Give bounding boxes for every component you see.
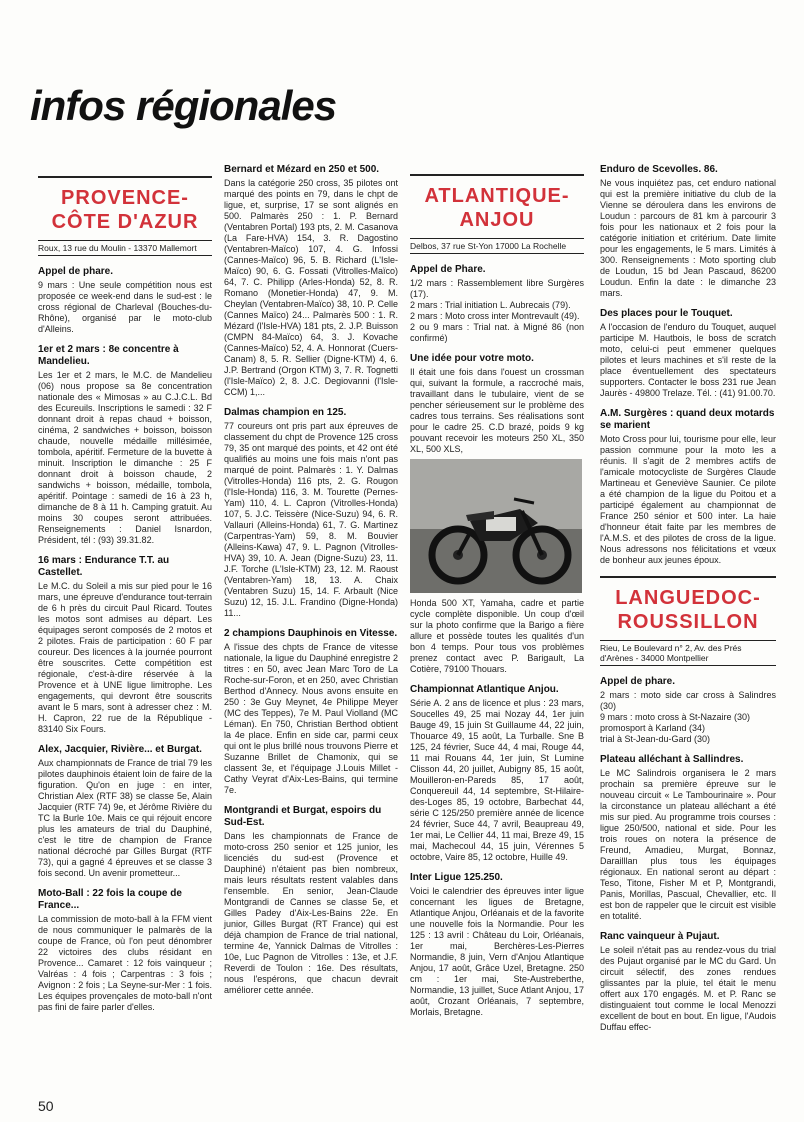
article-body: Voici le calendrier des épreuves inter ligue concernant les ligues de Bretagne, Atlantique Anjou, Orléanais et de la favorite une nouvelle fois la Normandie. Pour les 125 : 13 avril : Château du Loir, Orléanais, 1er mai, Berchères-Les-Pierres Normandie, 8 juin, Vern d'Anjou Atlantique Anjou, 17 août, Grâce Uzel, Bretagne. 250 cm : 1er mai, Ste-Austreberthe, Normandie, 13 juillet, Suce Atlant Anjou, 17 août, Crozant Orléanais, 7 septembre, Morlais, Bretagne.	[410, 886, 584, 1017]
region-title: PROVENCE- CÔTE D'AZUR	[51, 187, 199, 233]
article-title: Championnat Atlantique Anjou.	[410, 684, 559, 695]
column-west-languedoc	[600, 164, 776, 1033]
article-body: 1/2 mars : Rassemblement libre Surgères (17). 2 mars : Trial initiation L. Aubrecais (79). 2 mars : Moto cross inter Montrevault (49). 2 ou 9 mars : Trial nat. à Migné 86 (non confirmé)	[410, 278, 584, 343]
article-body: Il était une fois dans l'ouest un crossman qui, suivant la formule, a raccroché mais, travaillant dans le tubulaire, vient de se pencher sérieusement sur le problème des cadres tous terrains. Ses réalisations sont pour le cadre 25. C.D brazé, poids 9 kg pouvant recevoir les moteurs 250 XL, 350 XL, 500 XLS,	[410, 367, 584, 454]
article-title: 2 champions Dauphinois en Vitesse.	[224, 628, 398, 639]
masthead-title: infos régionales	[30, 82, 337, 129]
column-atlantique	[410, 174, 584, 1018]
article-body: 2 mars : moto side car cross à Salindres (30) 9 mars : moto cross à St-Nazaire (30) promosport à Karland (34) trial à St-Jean-du-Gard (30)	[600, 690, 776, 744]
article-title: Bernard et Mézard en 250 et 500.	[224, 164, 380, 175]
article-title: Montgrandi et Burgat, espoirs du Sud-Est.	[224, 805, 382, 828]
article-title: Une idée pour votre moto.	[410, 353, 534, 364]
article-body: Dans les championnats de France de moto-cross 250 senior et 125 junior, les licenciés du sud-est (Provence et Dauphiné) n'étaient pas bien nombreux, mais leurs résultats restent valables dans l'ensemble. En senior, Jean-Claude Montgrandi de Cannes se classe 5e, et Gilles Padey d'Aix-Les-Bains 22e. En junior, Gilles Burgat (RT France) qui est déjà champion de France de trial national, termine 4e, Yannick Dalmas de Vitrolles : 10e, Luc Pagnon de Vitrolles : 13e, et J.F. Reverdi de Toulon : 16e. Des résultats, nous l'espérons, que chacun devrait améliorer cette année.	[224, 831, 398, 995]
region-rule	[600, 576, 776, 580]
article-title: Des places pour le Touquet.	[600, 308, 733, 319]
article-body: Le M.C. du Soleil a mis sur pied pour le 16 mars, une épreuve d'endurance tout-terrain de 6 h près du circuit Paul Ricard. Toutes les motos sont admises au départ. Les équipages seront composés de 2 motos et 2 pilotes. Frais de participation : 60 F par coureur. Des licences à la journée pourront être souscrites. Cette compétition est régionale, c'est-à-dire réservée à la Provence et à UNE ligue limitrophe. Les engagements, qui devront être souscrits avant le 5 mars, sont à adresser chez : M. H. Capron, 22 rue de la République - 83140 Six Fours.	[38, 581, 212, 734]
article-title: Inter Ligue 125.250.	[410, 872, 503, 883]
article-body: Le soleil n'était pas au rendez-vous du trial des Pujaut organisé par le MC du Gard. Un circuit sélectif, des zones rendues glissantes par la pluie, tel était le menu offert aux 170 engagés. M. et P. Ranc se distinguaient tout comme le local Menozzi excellent de bout en bout. En ligue, l'Audois Duffau effec-	[600, 945, 776, 1032]
article-body: Série A. 2 ans de licence et plus : 23 mars, Soucelles 49, 25 mai Nozay 44, 1er juin Bauge 49, 15 juin St Guillaume 44, 22 juin, Thouarce 49, 15 août, La Turballe. Sne B 125, 24 février, Suce 44, 4 mai, Rouge 44, 11 mai Rouans 44, 1er juin, St Lumine Clisson 44, 20 juillet, Aubigny 85, 15 août, Mouilleron-en-Pareds 85, 17 août, Conquereuil 44, 14 septembre, St-Hilaire-des-Loges 85, 19 octobre, Barbechat 44, série C 125/250 première année de licence 24 février, Suce 44, 7 avril, Beaupreau 49, 1er mai, Le Cellier 44, 11 mai, Breze 49, 15 mai, Machecoul 44, 15 juin, Vérennes 5 octobre, Vaire 85, 12 octobre, Huille 49.	[410, 698, 584, 862]
article-title: Alex, Jacquier, Rivière... et Burgat.	[38, 744, 202, 755]
region-address: Roux, 13 rue du Moulin - 13370 Mallemort	[38, 240, 212, 256]
article-title: A.M. Surgères : quand deux motards se marient	[600, 408, 775, 431]
article-body: Le MC Salindrois organisera le 2 mars prochain sa première épreuve sur le nouveau circuit « Le Tambourinaire ». Pour la circonstance un plateau alléchant a été mis sur pied. Au programme trois courses : ligue 250/500, national et side. Pour les trois roues on notera la présence de Freund, Amadieu, Murgat, Bonnaz, Darailllan plus tous les équipages régionaux. En national seront au départ : Teso, Titone, Fisher M et P, Montgrandi, Panis, Morillas, Pascual, Chevallier, etc. Il est bon de rappeler que le circuit est visible en totalité.	[600, 768, 776, 921]
region-rule	[410, 174, 584, 178]
article-body: 9 mars : Une seule compétition nous est proposée ce week-end dans le sud-est : le cross régional de Charleval (Bouches-du-Rhône), organisé par le moto-club d'Alleins.	[38, 280, 212, 334]
article-title: 16 mars : Endurance T.T. au Castellet.	[38, 555, 170, 578]
column-results	[224, 164, 398, 996]
article-body: Moto Cross pour lui, tourisme pour elle, leur passion commune pour la moto les a réunis. Il s'agit de 2 membres actifs de l'amicale motocycliste de Surgères Claude Martineau et Geneviève Saunier. Ce pilote a été champion de la ligue du Poitou et a participé également au championnat de France 250 sénior et 500 inter. La haie d'honneur était faite par les membres de l'A.M.S. et des pilotes de cross de la ligue. Nous adressons nos félicitations et vœux de bonheur aux jeunes époux.	[600, 434, 776, 565]
article-title: Appel de Phare.	[410, 264, 486, 275]
article-body: Honda 500 XT, Yamaha, cadre et partie cycle complète disponible. Un coup d'œil sur la photo confirme que la Barigo a fière allure et possède toutes les qualités d'un bon 4 temps. Pour tous vos problèmes prenez contact avec P. Barigault, La Cotière, 79100 Thouars.	[410, 598, 584, 674]
article-title: Enduro de Scevolles. 86.	[600, 164, 718, 175]
article-body: Dans la catégorie 250 cross, 35 pilotes ont marqué des points en 79, dans le chpt de ligue, et, surprise, 17 se sont alignés en 500. Palmarès 250 : 1. P. Bernard (Ventabren Portal) 193 pts, 2. M. Casanova (La Fare-HVA) 154, 3. R. Dagostino (Ventabren-Maïco) 107, 4. G. Infossi (Cannes-Maïco) 96, 5. B. Richard (L'Isle-Maïco) 90, 6. G. Fossati (Vitrolles-Maïco) 64, 7. C. Philipp (Arles-Honda) 52, 8. R. Romano (Monetier-Honda) 47, 9. M. Cheylan (Ventabren-Maïco) 38, 10. P. Celle (Cannes Maïco) 24... Palmarès 500 : 1. R. Mézard (l'Isle-HVA) 181 pts, 2. J.P. Buisson (CMPN 84-Maïco) 64, 3. J. Kovache (Cannes-Maïco) 52, 4. A. Honnorat (Cuers-Canam) 8, 5. R. Sellier (Digne-KTM) 4, 6. J.P. Bertrand (Orgon KTM) 3, 7. R. Tognetti (l'Isle-Maïco) 2, 8. J.C. Degiovanni (l'Isle-CCM) 1,...	[224, 178, 398, 397]
article-title: Appel de phare.	[600, 676, 676, 687]
page-number: 50	[38, 1098, 54, 1114]
article-body: 77 coureurs ont pris part aux épreuves de classement du chpt de Provence 125 cross 79, 35 ont marqué des points, et 42 ont été qualifiés au moins une fois mais n'ont pas marqué de point. Palmarès : 1. Y. Dalmas (Vitrolles-Honda) 116 pts, 2. G. Rougon (l'Isle-Honda) 116, 3. M. Tourette (Pernes-Yam) 110, 4. L. Capron (Vitrolles-Honda) 107, 5. J.C. Teissère (Nice-Suzu) 94, 6. R. Vallauri (Alleins-Honda) 61, 7. G. Martinez (Carpentras-Yam) 59, 8. M. Bouvier (Alleins-Kawa) 47, 9. L. Pagnon (Vitrolles-HVA) 39, 10. A. Jean (Digne-Suzu) 23, 11. J.F. Torche (L'Isle-KTM) 23, 12. M. Raoust (Ventabren-Yam) 18, 13. A. Chaix (Ventabren Suzu) 15, 14. F. Arbault (Nice Suzu) 12, 15. J.L. Frandino (Digne-Honda) 11...	[224, 421, 398, 618]
article-title: Ranc vainqueur à Pujaut.	[600, 931, 720, 942]
article-title: Dalmas champion en 125.	[224, 407, 347, 418]
region-title: ATLANTIQUE- ANJOU	[424, 185, 570, 231]
article-body: A l'issue des chpts de France de vitesse nationale, la ligue du Dauphiné enregistre 2 titres : en 50, avec Jean Marc Toro de La Roche-sur-Foron, et en 250, avec Christian Berthod d'Annecy. Nous avons ensuite en 250 : 3e Guy Meynet, 4e Philippe Meyer (MC des Teppes), 7e M. Paul Violland (MC Léman). En 750, Christian Berthod obtient la 4e place. Enfin en side car, parmi ceux qui ont le plus brillé nous trouvons Pierre et Suzanne Brillet de Chamonix, qui se classent 3e, et l'équipage J.Louis Millet - Cathy Veyrat d'Aix-Les-Bains, qui termine 7e.	[224, 642, 398, 795]
region-rule	[38, 176, 212, 180]
column-provence	[38, 176, 212, 1013]
article-title: 1er et 2 mars : 8e concentre à Mandelieu.	[38, 344, 179, 367]
article-title: Appel de phare.	[38, 266, 114, 277]
article-body: A l'occasion de l'enduro du Touquet, auquel participe M. Hautbois, le boss de scratch moto, celui-ci peut emmener quelques pilotes et leurs machines et s'il reste de la place éventuellement des spectateurs supporters. Contacter le boss 231 rue Jean Jaurès - 49800 Trelaze. Tél. : (41) 91.00.70.	[600, 322, 776, 398]
article-body: Ne vous inquiétez pas, cet enduro national qui est la première initiative du club de la Vienne se déroulera dans les environs de Loudun : parcours de 81 km à parcourir 3 fois pour les nationaux et 2 fois pour la catégorie initiation et critérium. Date limite pour les engagements, le 5 mars. Limités à 300. Renseignements : Moto sporting club de Loudun, 15 bd Jean Pascaud, 86200 Loudun. Enfin la date : le dimanche 23 mars.	[600, 178, 776, 298]
region-address: Rieu, Le Boulevard n° 2, Av. des Prés d'Arènes - 34000 Montpellier	[600, 640, 776, 666]
article-body: Aux championnats de France de trial 79 les pilotes dauphinois étaient loin de faire de la figuration. Qu'on en juge : en inter, Christian Alex (RTF 38) se classe 5e, Alain Jacquier (RTF 74) 9e, et Jérôme Rivière du TC la Burle 10e. Mais ce qui réjouit encore plus les amateurs de trial du Dauphiné, c'est le titre de champion de France national décroché par Gilles Burgat (RTF 73), qui a gagné 4 épreuves et se classe 3 fois second. Un avenir prometteur...	[38, 758, 212, 878]
article-title: Plateau alléchant à Sallindres.	[600, 754, 744, 765]
motorcycle-photo	[410, 459, 582, 593]
article-body: Les 1er et 2 mars, le M.C. de Mandelieu (06) nous propose sa 8e concentration nationale des « Mimosas » au C.J.C.L. Bd des Ecureuils. Inscriptions le samedi : 32 F donnant droit à repas chaud + boisson, cinéma, 2 sandwiches + boisson, boisson chaude, nouvelle médaille millésimée, tombola, apéritif. Fermeture de la buvette à minuit. Inscription le dimanche : 25 F donnant droit à boisson chaude, 2 sandwichs + boisson, médaille, tombola, apéritif. Pointage : samedi de 16 à 23 h, dimanche de 8 à 11 h. Camping gratuit. Au moins 30 coupes seront attribuées. Renseignements : Daniel Isnardon, Président, tél : (93) 39.31.82.	[38, 370, 212, 545]
article-body: La commission de moto-ball à la FFM vient de nous communiquer le palmarès de la coupe de France, où l'on peut dénombrer 22 victoires des clubs résidant en Provence... Camaret : 12 fois vainqueur ; Valréas : 4 fois ; Carpentras : 3 fois ; Avignon : 2 fois ; La Seyne-sur-Mer : 1 fois. Les équipes provençales de moto-ball n'ont pas fini de faire parler d'elles.	[38, 914, 212, 1012]
article-title: Moto-Ball : 22 fois la coupe de France...	[38, 888, 182, 911]
region-title: LANGUEDOC- ROUSSILLON	[615, 587, 761, 633]
region-address: Delbos, 37 rue St-Yon 17000 La Rochelle	[410, 238, 584, 254]
